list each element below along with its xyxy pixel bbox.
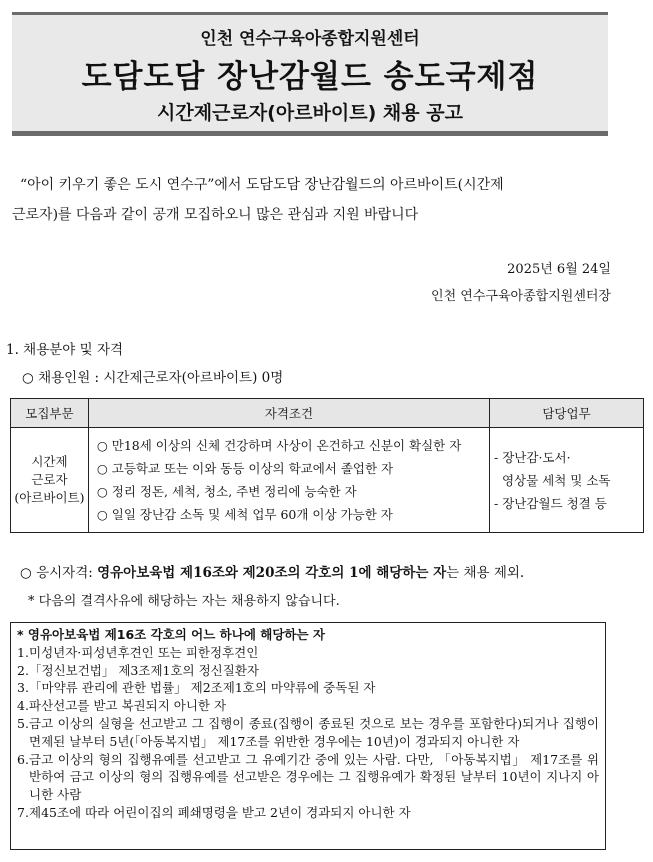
qualification-bold: 영유아보육법 제16조와 제20조의 각호의 1에 해당하는 자 bbox=[97, 565, 447, 581]
division-line: 시간제 bbox=[31, 454, 68, 469]
header-subtitle: 시간제근로자(아르바이트) 채용 공고 bbox=[157, 102, 463, 124]
list-item bbox=[17, 662, 599, 680]
item-number: 5. bbox=[17, 715, 29, 731]
division-line: (아르바이트) bbox=[14, 490, 85, 505]
condition-item: ○ 정리 정돈, 세척, 청소, 주변 정리에 능숙한 자 bbox=[96, 484, 357, 499]
duty-item: 영상물 세척 및 소독 bbox=[494, 472, 611, 488]
disqualify-box bbox=[10, 622, 606, 850]
item-text: 금고 이상의 실형을 선고받고 그 집행이 종료(집행이 종료된 것으로 보는 경우를 포함한다)되거나 집행이 면제된 날부터 5년(「아동복지법」 제17조를 위반한 경우에는 10년)이 경과되지 아니한 자 bbox=[29, 715, 599, 749]
item-text: 「마약류 관리에 관한 법률」 제2조제1호의 마약류에 중독된 자 bbox=[29, 680, 376, 696]
intro-line-2: 근로자)를 다음과 같이 공개 모집하오니 많은 관심과 지원 바랍니다 bbox=[12, 207, 419, 223]
item-text: 제45조에 따라 어린이집의 폐쇄명령을 받고 2년이 경과되지 아니한 자 bbox=[29, 804, 411, 820]
duties-cell bbox=[490, 428, 644, 533]
condition-item: ○ 고등학교 또는 이와 동등 이상의 학교에서 졸업한 자 bbox=[96, 461, 394, 476]
division-cell bbox=[11, 428, 89, 533]
table-header-conditions: 자격조건 bbox=[88, 399, 489, 428]
item-number: 1. bbox=[17, 644, 29, 660]
list-item bbox=[17, 697, 599, 715]
duty-item: - 장난감·도서· bbox=[494, 449, 571, 465]
notice-date: 2025년 6월 24일 bbox=[507, 262, 611, 277]
recruit-count: ○ 채용인원 : 시간제근로자(아르바이트) 0명 bbox=[22, 370, 284, 386]
qualification-suffix: 는 채용 제외. bbox=[446, 565, 525, 581]
notice-issuer: 인천 연수구육아종합지원센터장 bbox=[431, 289, 611, 304]
condition-item: ○ 일일 장난감 소독 및 세척 업무 60개 이상 가능한 자 bbox=[96, 507, 393, 522]
table-header-duties: 담당업무 bbox=[490, 399, 644, 428]
list-item bbox=[17, 715, 599, 751]
intro-line-1: “아이 키우기 좋은 도시 연수구”에서 도담도담 장난감월드의 아르바이트(시간제 bbox=[20, 177, 504, 193]
conditions-cell bbox=[88, 428, 489, 533]
recruit-table bbox=[10, 398, 644, 533]
item-number: 3. bbox=[17, 680, 29, 696]
item-text: 미성년자·피성년후견인 또는 피한정후견인 bbox=[29, 644, 259, 660]
item-text: 금고 이상의 형의 집행유예를 선고받고 그 유예기간 중에 있는 사람. 다만, 「아동복지법」 제17조를 위반하여 금고 이상의 형의 집행유예를 선고받은 경우에는 그 집행유예가 확정된 날부터 10년이 지나지 아니한 사람 bbox=[29, 751, 599, 803]
item-text: 「정신보건법」 제3조제1호의 정신질환자 bbox=[29, 662, 259, 678]
division-line: 근로자 bbox=[31, 472, 68, 487]
intro-paragraph bbox=[12, 170, 622, 230]
qualification-prefix: ○ 응시자격: bbox=[20, 565, 98, 581]
qualification-line bbox=[20, 561, 524, 581]
list-item bbox=[17, 804, 599, 822]
list-item bbox=[17, 644, 599, 662]
header-org: 인천 연수구육아종합지원센터 bbox=[200, 29, 420, 49]
disqualify-title: * 영유아보육법 제16조 각호의 어느 하나에 해당하는 자 bbox=[17, 627, 325, 642]
section-1-title: 1. 채용분야 및 자격 bbox=[6, 342, 124, 358]
item-number: 4. bbox=[17, 698, 29, 714]
item-text: 파산선고를 받고 복권되지 아니한 자 bbox=[29, 698, 227, 714]
notice-header bbox=[12, 12, 608, 136]
header-title: 도담도담 장난감월드 송도국제점 bbox=[81, 59, 539, 95]
list-item bbox=[17, 679, 599, 697]
list-item bbox=[17, 751, 599, 804]
condition-item: ○ 만18세 이상의 신체 건강하며 사상이 온건하고 신분이 확실한 자 bbox=[96, 438, 462, 453]
duty-item: - 장난감월드 청결 등 bbox=[494, 495, 607, 511]
item-number: 2. bbox=[17, 662, 29, 678]
disqualify-note: * 다음의 결격사유에 해당하는 자는 채용하지 않습니다. bbox=[28, 594, 340, 609]
table-header-division: 모집부문 bbox=[11, 399, 89, 428]
item-number: 7. bbox=[17, 804, 29, 820]
item-number: 6. bbox=[17, 751, 29, 767]
